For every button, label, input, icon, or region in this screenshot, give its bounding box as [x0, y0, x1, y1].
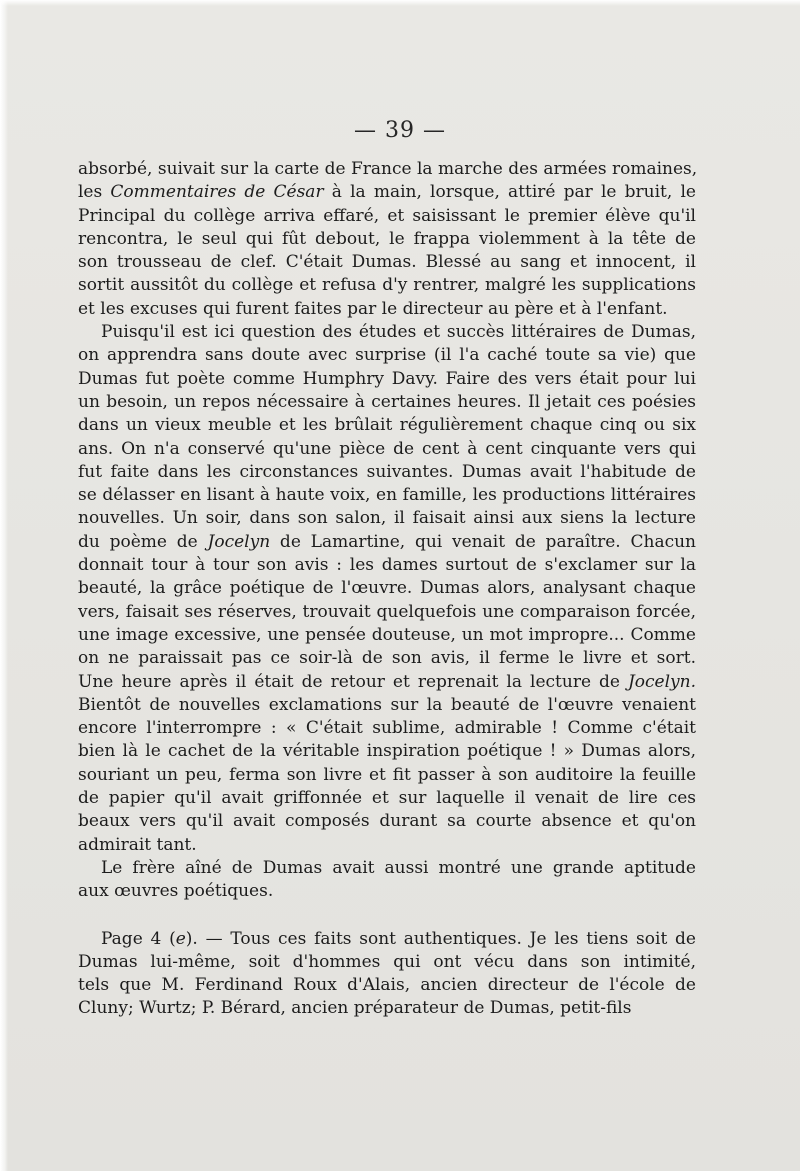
paragraph-3: [78, 857, 696, 904]
text-line: ans. On n'a conservé qu'une pièce de cent à cent cinquante vers qui: [78, 438, 696, 459]
text-line: on ne paraissait pas ce soir-là de son avis, il ferme le livre et sort.: [78, 648, 696, 669]
text-line: encore l'interrompre : « C'était sublime, admirable ! Comme c'était: [78, 718, 696, 739]
text-line: fut faite dans les circonstances suivantes. Dumas avait l'habitude de: [78, 461, 696, 482]
text-line: du poème de Jocelyn de Lamartine, qui venait de paraître. Chacun: [78, 531, 696, 552]
text-line: Bientôt de nouvelles exclamations sur la beauté de l'œuvre venaient: [78, 694, 696, 715]
italic-title: Commentaires de César: [110, 182, 324, 203]
text-line: beauté, la grâce poétique de l'œuvre. Dumas alors, analysant chaque: [78, 578, 696, 599]
text-line: tels que M. Ferdinand Roux d'Alais, ancien directeur de l'école de: [78, 975, 696, 996]
scan-edge-left: [0, 0, 8, 1171]
italic-title: Jocelyn: [207, 531, 271, 552]
text-line: donnait tour à tour son avis : les dames surtout de s'exclamer sur la: [78, 555, 696, 576]
paragraph-2: [78, 321, 696, 857]
footnote-page-4: [78, 928, 696, 1021]
text-line: les Commentaires de César à la main, lorsque, attiré par le bruit, le: [78, 182, 696, 203]
body-text: [78, 158, 696, 1021]
text-line: Page 4 (e). — Tous ces faits sont authentiques. Je les tiens soit de: [101, 928, 696, 949]
text-line: bien là le cachet de la véritable inspiration poétique ! » Dumas alors,: [78, 741, 696, 762]
text-line: rencontra, le seul qui fût debout, le frappa violemment à la tête de: [78, 228, 696, 249]
text-line: Principal du collège arriva effaré, et saisissant le premier élève qu'il: [78, 205, 696, 226]
text-line: Cluny; Wurtz; P. Bérard, ancien préparateur de Dumas, petit-fils: [78, 998, 632, 1019]
text-line: Dumas fut poète comme Humphry Davy. Faire des vers était pour lui: [78, 368, 696, 389]
text-line: Le frère aîné de Dumas avait aussi montré une grande aptitude: [101, 857, 696, 878]
text-line: Dumas lui-même, soit d'hommes qui ont vécu dans son intimité,: [78, 951, 696, 972]
text-line: souriant un peu, ferma son livre et fit passer à son auditoire la feuille: [78, 764, 696, 785]
text-line: se délasser en lisant à haute voix, en famille, les productions littéraires: [78, 485, 696, 506]
italic-title: e: [175, 928, 186, 949]
page-number: — 39 —: [354, 118, 446, 143]
text-line: nouvelles. Un soir, dans son salon, il faisait ainsi aux siens la lecture: [78, 508, 696, 529]
text-line: et les excuses qui furent faites par le directeur au père et à l'enfant.: [78, 298, 668, 319]
text-line: absorbé, suivait sur la carte de France la marche des armées romaines,: [78, 159, 698, 179]
text-line: Puisqu'il est ici question des études et succès littéraires de Dumas,: [101, 322, 696, 343]
text-line: un besoin, un repos nécessaire à certaines heures. Il jetait ces poésies: [78, 391, 696, 412]
text-line: son trousseau de clef. C'était Dumas. Blessé au sang et innocent, il: [78, 252, 696, 273]
text-line: Une heure après il était de retour et reprenait la lecture de Jocelyn.: [78, 671, 696, 692]
italic-title: Jocelyn.: [627, 671, 696, 692]
scan-edge-top: [0, 0, 800, 6]
text-line: une image excessive, une pensée douteuse, un mot impropre... Comme: [78, 624, 696, 645]
text-line: on apprendra sans doute avec surprise (il l'a caché toute sa vie) que: [78, 345, 696, 366]
text-line: dans un vieux meuble et les brûlait régulièrement chaque cinq ou six: [78, 415, 696, 436]
text-line: de papier qu'il avait griffonnée et sur laquelle il venait de lire ces: [78, 788, 696, 809]
text-line: aux œuvres poétiques.: [78, 881, 274, 902]
text-line: admirait tant.: [78, 834, 197, 855]
text-line: sortit aussitôt du collège et refusa d'y rentrer, malgré les supplications: [78, 275, 696, 296]
text-line: vers, faisait ses réserves, trouvait quelquefois une comparaison forcée,: [78, 601, 696, 622]
paragraph-1: [78, 158, 696, 321]
text-line: beaux vers qu'il avait composés durant sa courte absence et qu'on: [78, 811, 696, 832]
